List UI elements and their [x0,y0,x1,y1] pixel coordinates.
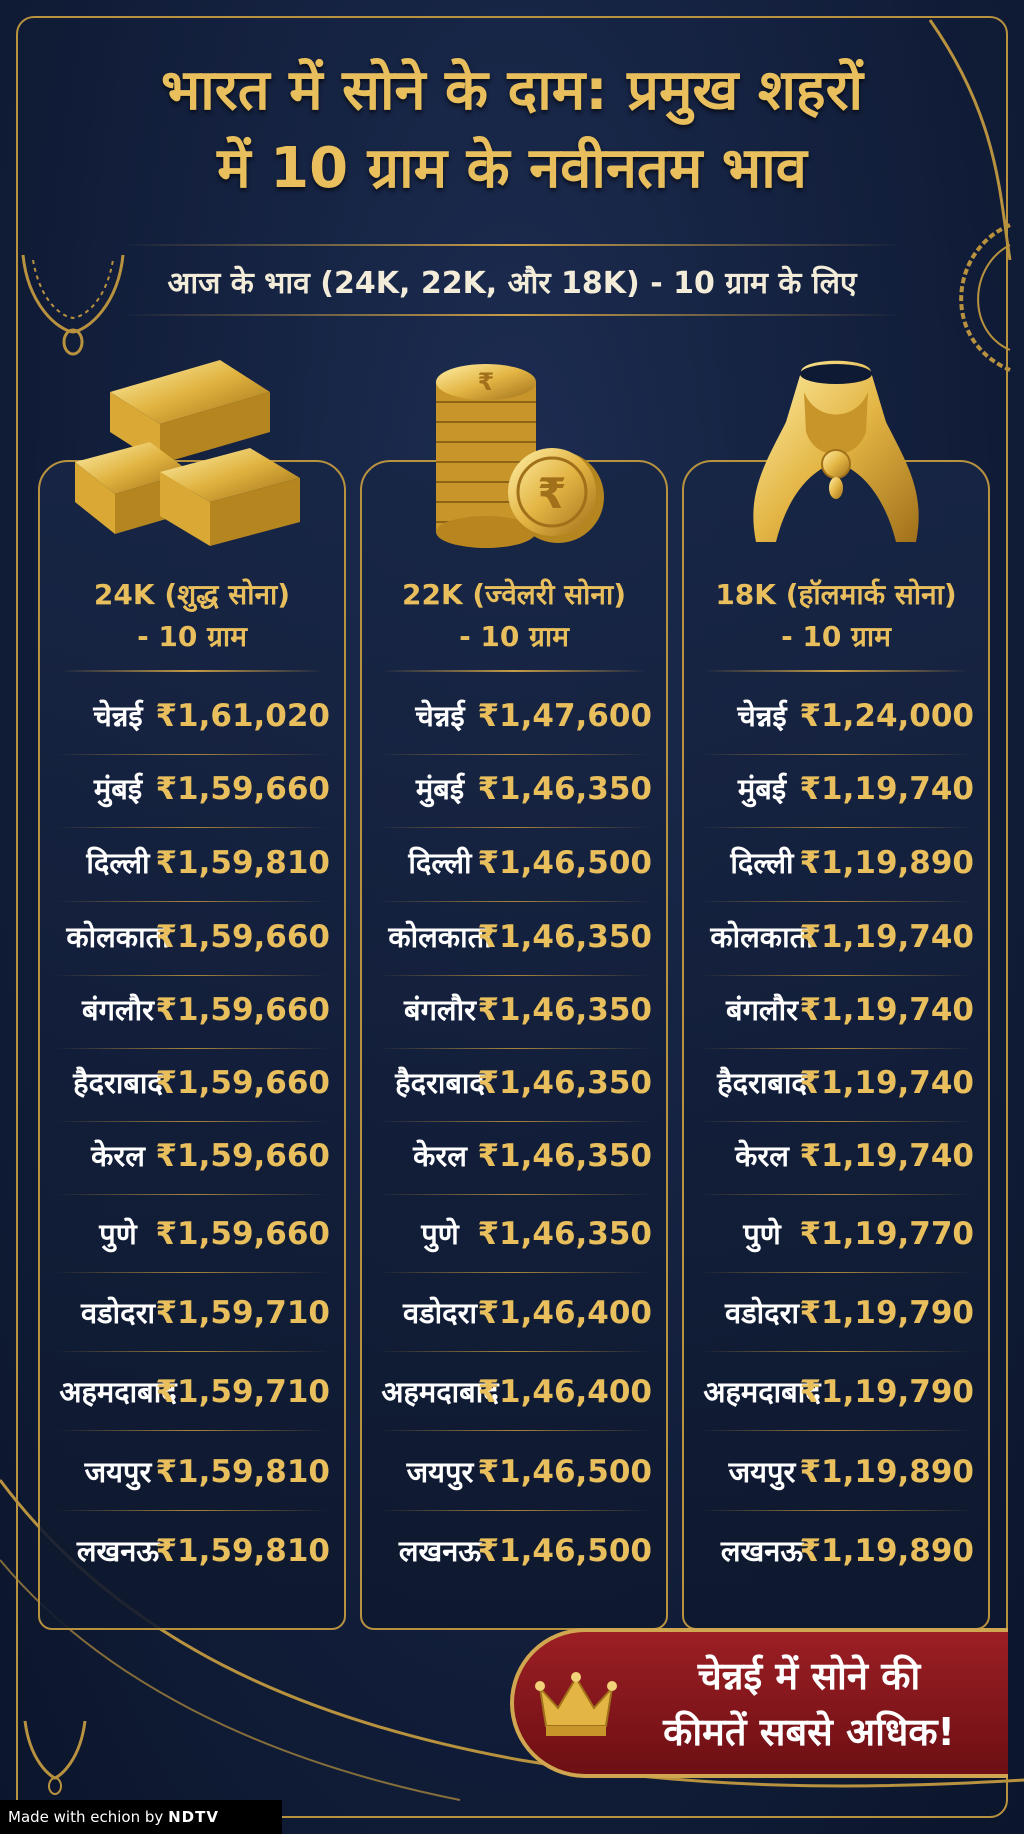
row-divider [56,1272,328,1273]
column-title: 22K (ज्वेलरी सोना) [402,578,626,611]
price-row [40,1044,344,1122]
row-divider [56,1430,328,1431]
gold-price: ₹1,59,810 [155,1454,330,1490]
gold-price: ₹1,24,000 [799,698,974,734]
city-name: केरल [91,1139,145,1173]
city-name: दिल्ली [730,846,794,880]
price-row [362,677,666,755]
city-name: चेन्नई [93,699,143,733]
gold-price: ₹1,19,740 [799,1065,974,1101]
gold-price: ₹1,46,350 [477,1216,652,1252]
price-column-22k [360,460,668,1630]
svg-text:₹: ₹ [477,368,495,396]
column-divider [382,670,646,672]
price-row [362,1512,666,1590]
city-name: पुणे [99,1217,137,1251]
row-divider [56,1510,328,1511]
gold-price: ₹1,46,500 [477,1533,652,1569]
price-row [684,898,988,976]
price-row [40,971,344,1049]
gold-price: ₹1,19,890 [799,845,974,881]
price-row [362,824,666,902]
city-name: जयपुर [406,1455,474,1489]
price-row [362,898,666,976]
city-name: हैदराबाद [717,1066,807,1100]
city-name: अहमदाबाद [703,1375,821,1409]
banner-line-2: कीमतें सबसे अधिक! [663,1710,955,1754]
row-divider [378,1510,650,1511]
column-unit: - 10 ग्राम [137,620,247,653]
price-row [684,1512,988,1590]
city-name: लखनऊ [398,1534,482,1568]
gold-price: ₹1,19,890 [799,1533,974,1569]
price-row [362,1117,666,1195]
gold-price: ₹1,46,350 [477,1065,652,1101]
column-header [40,574,344,658]
gold-price: ₹1,46,500 [477,1454,652,1490]
row-divider [378,1272,650,1273]
gold-price: ₹1,47,600 [477,698,652,734]
price-row [362,750,666,828]
gold-bars-icon [70,352,320,552]
gold-price: ₹1,46,350 [477,771,652,807]
price-row [684,1117,988,1195]
gold-price: ₹1,59,810 [155,845,330,881]
price-row [362,971,666,1049]
price-row [362,1433,666,1511]
city-name: बंगलौर [82,993,154,1027]
column-divider [60,670,324,672]
price-row [684,750,988,828]
city-name: जयपुर [728,1455,796,1489]
city-name: लखनऊ [720,1534,804,1568]
price-column-18k [682,460,990,1630]
banner-text [624,1648,994,1760]
city-name: पुणे [421,1217,459,1251]
price-row [684,1433,988,1511]
gold-price: ₹1,46,400 [477,1295,652,1331]
row-divider [56,1351,328,1352]
city-name: केरल [413,1139,467,1173]
column-divider [704,670,968,672]
city-name: वडोदरा [725,1296,799,1330]
city-name: चेन्नई [737,699,787,733]
row-divider [378,1430,650,1431]
price-row [40,824,344,902]
price-row [40,1512,344,1590]
city-name: कोलकाता [66,920,170,954]
gold-price: ₹1,46,350 [477,1138,652,1174]
column-title: 24K (शुद्ध सोना) [93,578,291,611]
gold-price: ₹1,19,790 [799,1374,974,1410]
city-name: वडोदरा [403,1296,477,1330]
necklace-ornament-icon [18,250,128,360]
city-name: अहमदाबाद [59,1375,177,1409]
footer-org: NDTV [168,1808,219,1826]
svg-text:₹: ₹ [537,469,567,518]
city-name: कोलकाता [710,920,814,954]
banner-line-1: चेन्नई में सोने की [697,1654,921,1698]
gold-price: ₹1,59,810 [155,1533,330,1569]
gold-price: ₹1,59,660 [155,1216,330,1252]
price-row [684,1274,988,1352]
column-title: 18K (हॉलमार्क सोना) [715,578,957,611]
city-name: लखनऊ [76,1534,160,1568]
gold-price: ₹1,19,790 [799,1295,974,1331]
city-name: दिल्ली [86,846,150,880]
price-row [684,971,988,1049]
city-name: मुंबई [737,772,787,806]
column-header [362,574,666,658]
gold-price: ₹1,59,660 [155,1065,330,1101]
title-line-1: भारत में सोने के दाम: प्रमुख शहरों [160,58,864,123]
gold-price: ₹1,59,660 [155,992,330,1028]
city-name: चेन्नई [415,699,465,733]
price-row [362,1274,666,1352]
city-name: बंगलौर [404,993,476,1027]
city-name: दिल्ली [408,846,472,880]
price-row [362,1044,666,1122]
gold-price: ₹1,61,020 [155,698,330,734]
city-name: मुंबई [93,772,143,806]
price-row [684,1044,988,1122]
city-name: बंगलौर [726,993,798,1027]
price-row [40,1195,344,1273]
title-divider [120,244,904,246]
footer-brand: echion [90,1808,141,1826]
made-with-footer [0,1800,282,1834]
row-divider [700,1351,972,1352]
gold-price: ₹1,19,740 [799,992,974,1028]
gold-price: ₹1,46,400 [477,1374,652,1410]
footer-by: by [144,1808,164,1826]
price-row [40,898,344,976]
gold-price: ₹1,59,710 [155,1295,330,1331]
price-row [684,1195,988,1273]
title-line-2: में 10 ग्राम के नवीनतम भाव [217,136,807,201]
price-row [40,1274,344,1352]
gold-price: ₹1,46,500 [477,845,652,881]
crown-icon [534,1670,618,1740]
gold-price: ₹1,46,350 [477,919,652,955]
gold-price: ₹1,19,770 [799,1216,974,1252]
subtitle: आज के भाव (24K, 22K, और 18K) - 10 ग्राम के लिए [167,266,857,301]
row-divider [700,1430,972,1431]
column-header [684,574,988,658]
price-row [684,677,988,755]
city-name: कोलकाता [388,920,492,954]
price-row [40,1433,344,1511]
gold-price: ₹1,59,710 [155,1374,330,1410]
column-unit: - 10 ग्राम [781,620,891,653]
city-name: जयपुर [84,1455,152,1489]
city-name: हैदराबाद [73,1066,163,1100]
gold-price: ₹1,59,660 [155,1138,330,1174]
gold-price: ₹1,19,740 [799,771,974,807]
necklace-ornament-icon [20,1716,90,1796]
gold-coins-icon [418,352,608,552]
subtitle-divider [120,314,904,316]
price-row [40,1353,344,1431]
price-row [40,1117,344,1195]
highlight-banner [510,1628,1008,1778]
footer-made-with: Made with [8,1808,86,1826]
page-title [40,52,984,208]
row-divider [378,1351,650,1352]
city-name: अहमदाबाद [381,1375,499,1409]
city-name: केरल [735,1139,789,1173]
city-name: वडोदरा [81,1296,155,1330]
city-name: मुंबई [415,772,465,806]
gold-price: ₹1,19,740 [799,1138,974,1174]
row-divider [700,1272,972,1273]
price-row [362,1195,666,1273]
price-column-24k [38,460,346,1630]
price-row [684,824,988,902]
gold-price: ₹1,19,890 [799,1454,974,1490]
gold-price: ₹1,59,660 [155,771,330,807]
gold-price: ₹1,46,350 [477,992,652,1028]
price-row [684,1353,988,1431]
gold-price: ₹1,59,660 [155,919,330,955]
row-divider [700,1510,972,1511]
price-row [40,750,344,828]
gold-price: ₹1,19,740 [799,919,974,955]
city-name: हैदराबाद [395,1066,485,1100]
city-name: पुणे [743,1217,781,1251]
gold-necklace-icon [746,352,926,552]
price-row [40,677,344,755]
price-row [362,1353,666,1431]
column-unit: - 10 ग्राम [459,620,569,653]
